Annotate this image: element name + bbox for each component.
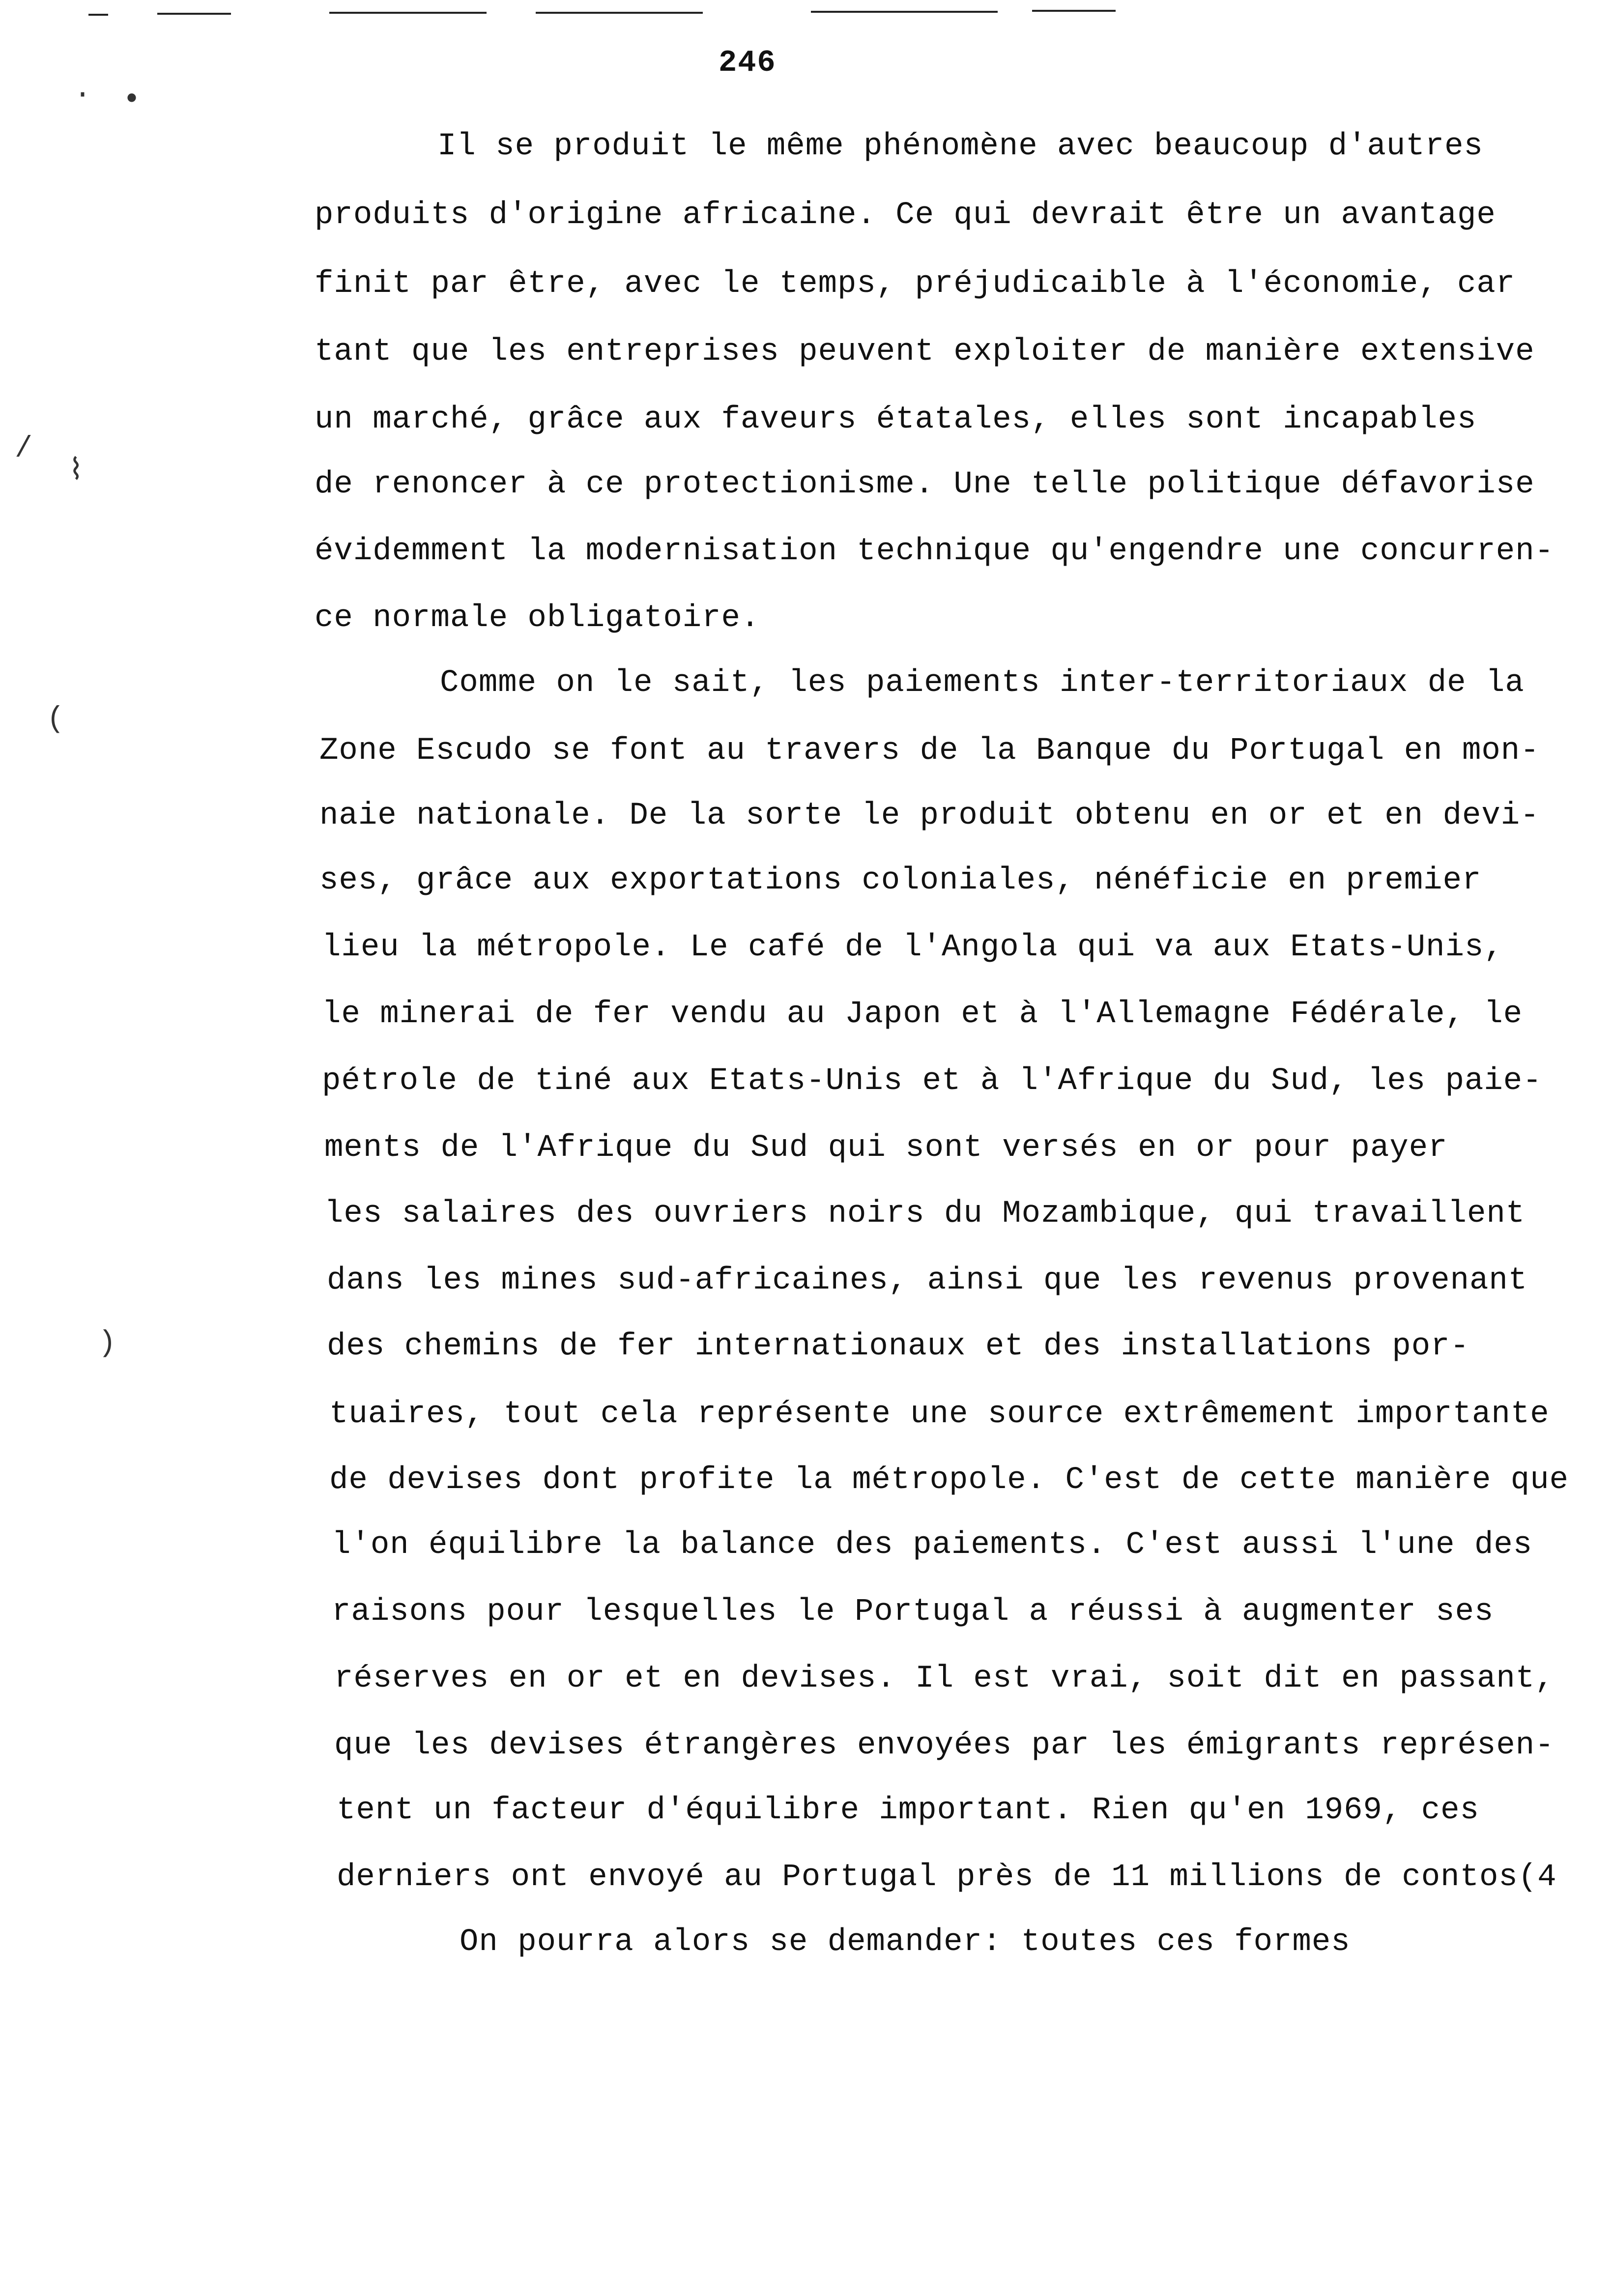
text-line: un marché, grâce aux faveurs étatales, elles sont incapables xyxy=(315,402,1477,437)
text-line: Zone Escudo se font au travers de la Banque du Portugal en mon- xyxy=(319,733,1540,769)
text-line: Comme on le sait, les paiements inter-territoriaux de la xyxy=(440,665,1525,701)
top-rule-6 xyxy=(1032,10,1116,12)
margin-mark: ( xyxy=(47,703,65,736)
text-line: pétrole de tiné aux Etats-Unis et à l'Afrique du Sud, les paie- xyxy=(322,1063,1542,1099)
text-line: de renoncer à ce protectionisme. Une telle politique défavorise xyxy=(315,467,1535,502)
text-line: de devises dont profite la métropole. C'est de cette manière que xyxy=(329,1463,1569,1498)
text-line: que les devises étrangères envoyées par les émigrants représen- xyxy=(334,1728,1554,1763)
margin-mark: · xyxy=(74,79,92,112)
text-line: dans les mines sud-africaines, ainsi que les revenus provenant xyxy=(327,1263,1528,1298)
text-line: tuaires, tout cela représente une source extrêmement importante xyxy=(329,1397,1550,1432)
text-line: l'on équilibre la balance des paiements. C'est aussi l'une des xyxy=(332,1527,1533,1563)
text-line: le minerai de fer vendu au Japon et à l'Allemagne Fédérale, le xyxy=(322,997,1523,1032)
top-rule-3 xyxy=(329,12,487,14)
text-line: produits d'origine africaine. Ce qui devrait être un avantage xyxy=(315,198,1496,233)
text-line: les salaires des ouvriers noirs du Mozambique, qui travaillent xyxy=(324,1196,1526,1232)
margin-mark: ⌇ xyxy=(69,455,84,488)
top-rule-1 xyxy=(88,14,108,16)
text-line: lieu la métropole. Le café de l'Angola qui va aux Etats-Unis, xyxy=(322,930,1503,965)
text-line: ce normale obligatoire. xyxy=(315,601,760,636)
text-line: tant que les entreprises peuvent exploiter de manière extensive xyxy=(315,334,1535,370)
text-line: des chemins de fer internationaux et des installations por- xyxy=(327,1329,1469,1364)
text-line: naie nationale. De la sorte le produit obtenu en or et en devi- xyxy=(319,798,1540,833)
top-rule-4 xyxy=(536,12,703,14)
text-line: Il se produit le même phénomène avec beaucoup d'autres xyxy=(437,129,1483,164)
margin-mark: / xyxy=(15,432,33,466)
text-line: derniers ont envoyé au Portugal près de 11 millions de contos(4 xyxy=(337,1860,1557,1895)
page-number: 246 xyxy=(719,45,777,80)
top-rule-5 xyxy=(811,11,998,13)
top-rule-2 xyxy=(157,13,231,15)
margin-mark: ) xyxy=(98,1327,116,1360)
margin-mark: • xyxy=(123,84,141,117)
text-line: raisons pour lesquelles le Portugal a réussi à augmenter ses xyxy=(332,1594,1494,1630)
text-line: réserves en or et en devises. Il est vrai, soit dit en passant, xyxy=(334,1661,1554,1696)
text-line: évidemment la modernisation technique qu'engendre une concurren- xyxy=(315,534,1554,569)
text-line: ments de l'Afrique du Sud qui sont versés en or pour payer xyxy=(324,1130,1448,1166)
text-line: tent un facteur d'équilibre important. Rien qu'en 1969, ces xyxy=(337,1793,1479,1828)
text-line: finit par être, avec le temps, préjudicaible à l'économie, car xyxy=(315,266,1516,302)
text-line: On pourra alors se demander: toutes ces formes xyxy=(460,1924,1351,1960)
text-line: ses, grâce aux exportations coloniales, nénéficie en premier xyxy=(319,863,1482,898)
